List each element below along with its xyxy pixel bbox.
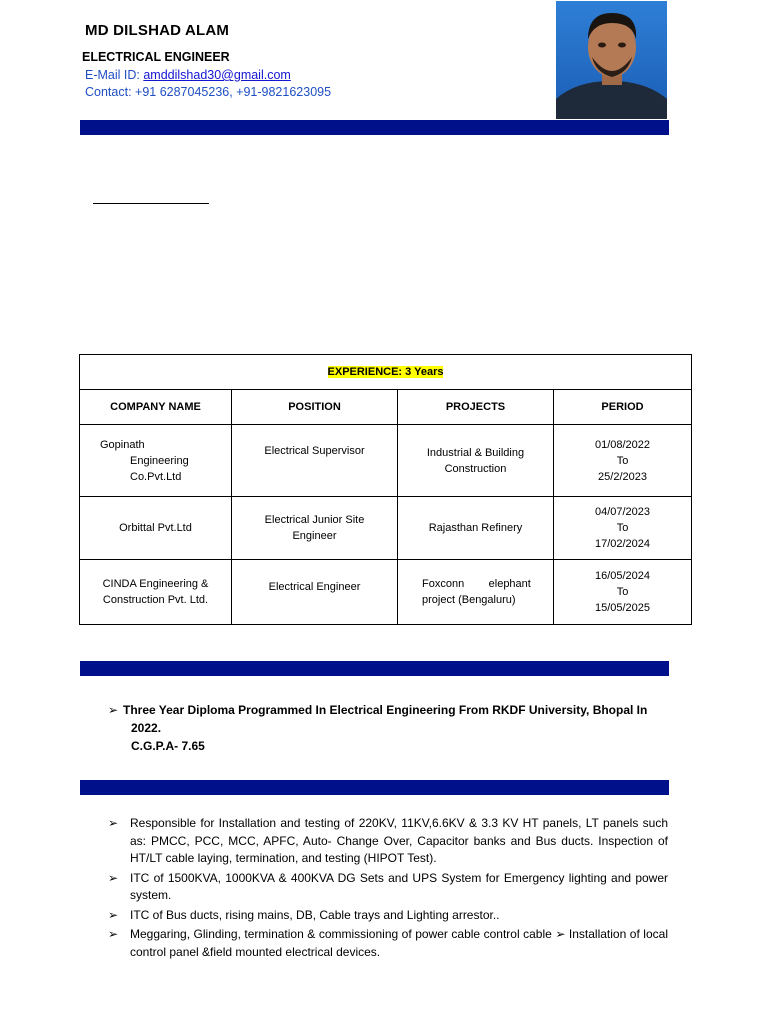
arrow-bullet-icon: ➢ xyxy=(108,907,119,922)
arrow-bullet-icon: ➢ xyxy=(108,870,119,885)
education-section xyxy=(108,701,668,755)
experience-title: EXPERIENCE: 3 Years xyxy=(327,366,444,378)
table-header-row xyxy=(80,390,692,425)
section-divider-bar xyxy=(80,661,669,676)
profile-photo-image xyxy=(556,1,667,119)
column-header-position: POSITION xyxy=(232,390,398,425)
project-cell: Rajasthan Refinery xyxy=(398,497,554,560)
arrow-bullet-icon: ➢ xyxy=(108,927,119,941)
company-cell: Gopinath Engineering Co.Pvt.Ltd xyxy=(80,425,232,497)
table-title-row xyxy=(80,355,692,390)
education-line: Three Year Diploma Programmed In Electrical Engineering From RKDF University, Bhopal In xyxy=(123,703,648,717)
list-item: ➢ Responsible for Installation and testing of 220KV, 11KV,6.6KV & 3.3 KV HT panels, LT panels such as: PMCC, PCC, MCC, APFC, Auto- Change Over, Capacitor banks and Bus ducts. Inspection of HT/LT cable laying, termination, and testing (HIPOT Test). xyxy=(108,816,668,865)
section-divider-bar xyxy=(80,780,669,795)
table-row xyxy=(80,425,692,497)
project-cell: Foxconn elephant project (Bengaluru) xyxy=(398,560,554,625)
email-line xyxy=(85,68,291,82)
responsibilities-list xyxy=(108,815,668,963)
candidate-title: ELECTRICAL ENGINEER xyxy=(82,50,230,64)
arrow-bullet-icon: ➢ xyxy=(108,703,119,717)
column-header-period: PERIOD xyxy=(554,390,692,425)
section-divider-bar xyxy=(80,120,669,135)
column-header-projects: PROJECTS xyxy=(398,390,554,425)
email-link[interactable]: amddilshad30@gmail.com xyxy=(143,68,291,82)
list-item: ➢ ITC of Bus ducts, rising mains, DB, Cable trays and Lighting arrestor.. xyxy=(108,907,668,925)
period-cell: 16/05/2024 To 15/05/2025 xyxy=(554,560,692,625)
education-year: 2022. xyxy=(131,721,162,735)
project-cell: Industrial & Building Construction xyxy=(398,425,554,497)
period-cell: 01/08/2022 To 25/2/2023 xyxy=(554,425,692,497)
experience-table xyxy=(79,354,692,625)
candidate-name: MD DILSHAD ALAM xyxy=(85,22,230,39)
company-cell: CINDA Engineering & Construction Pvt. Ltd. xyxy=(80,560,232,625)
list-item: ➢ ITC of 1500KVA, 1000KVA & 400KVA DG Sets and UPS System for Emergency lighting and power system. xyxy=(108,870,668,902)
education-cgpa: C.G.P.A- 7.65 xyxy=(131,739,205,753)
table-row xyxy=(80,560,692,625)
column-header-company: COMPANY NAME xyxy=(80,390,232,425)
profile-photo xyxy=(556,1,667,119)
position-cell: Electrical Engineer xyxy=(232,560,398,625)
contact-line: Contact: +91 6287045236, +91-9821623095 xyxy=(85,85,332,99)
position-cell: Electrical Supervisor xyxy=(232,425,398,497)
arrow-bullet-icon: ➢ xyxy=(108,816,119,830)
decorative-underline xyxy=(93,203,209,204)
list-item: ➢ Meggaring, Glinding, termination & commissioning of power cable control cable ➢ Installation of local control panel &field mounted electrical devices. xyxy=(108,927,668,959)
period-cell: 04/07/2023 To 17/02/2024 xyxy=(554,497,692,560)
company-cell: Orbittal Pvt.Ltd xyxy=(80,497,232,560)
position-cell: Electrical Junior Site Engineer xyxy=(232,497,398,560)
table-row xyxy=(80,497,692,560)
email-label: E-Mail ID: xyxy=(85,68,144,82)
